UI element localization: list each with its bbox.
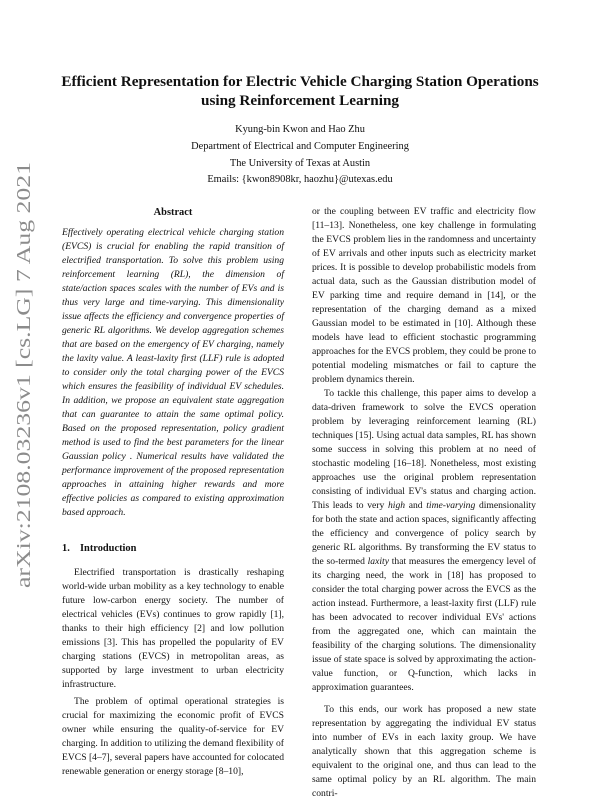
p4-emph-time-varying: time-varying: [426, 500, 476, 511]
intro-paragraph-5: To this ends, our work has proposed a new state representation by aggregating the individual EV status into number of EVs in each laxity group. We have analytically shown that this aggregation scheme is equivalent to the original one, and thus can lead to the same optimal policy by an RL algorithm. The main contri-: [312, 704, 536, 799]
right-column: [312, 205, 536, 801]
author-emails: Emails: {kwon8908kr, haozhu}@utexas.edu: [207, 174, 393, 186]
section-heading-introduction: [62, 542, 284, 556]
left-column: [62, 206, 284, 779]
paper-title-line-2: using Reinforcement Learning: [201, 92, 399, 109]
p4-text-a: To tackle this challenge, this paper aims to develop a data-driven framework to solve the EVCS operation problem by leveraging reinforcement learning (RL) techniques [15]. Using actual data samples, RL has shown some success in solving this problem at no need of stochastic modeling [16–18]. Nonetheless, most existing approaches use the original problem representation consisting of individual EV's status and charging action. This leads to very: [312, 388, 536, 511]
p4-text-b: dimensionality for both the state and action spaces, significantly affecting the efficiency and convergence of policy search by generic RL algorithms. By transforming the EV status to the so-termed: [312, 500, 536, 567]
intro-paragraph-4: [312, 387, 536, 695]
arxiv-identifier-stamp: [8, 160, 38, 590]
intro-paragraph-2: The problem of optimal operational strategies is crucial for maximizing the economic profit of EVCS owner while ensuring the quality-of-service for EV charging. In addition to utilizing the demand flexibility of EVCS [4–7], several papers have accounted for colocated renewable generation or energy storage [8–10],: [62, 696, 284, 777]
p4-emph-high: high: [387, 500, 406, 511]
abstract-heading: Abstract: [153, 207, 193, 218]
p4-text-and: and: [405, 500, 427, 511]
paper-title: [60, 72, 540, 110]
section-number: 1.: [62, 543, 70, 554]
author-names: Kyung-bin Kwon and Hao Zhu: [235, 124, 365, 135]
author-university: The University of Texas at Austin: [229, 157, 371, 169]
paper-title-line-1: Efficient Representation for Electric Vehicle Charging Station Operations: [61, 73, 539, 90]
intro-paragraph-3: or the coupling between EV traffic and electricity flow [11–13]. Nonetheless, one key challenge in formulating the EVCS problem lies in the randomness and uncertainty of EV arrivals and other inputs such as electricity market prices. It is possible to develop probabilistic models from actual data, such as the Gaussian distribution model of EV parking time and require demand in [14], or the representation of the charging demand as a mixed Gaussian model to be estimated in [10]. Although these models have lead to efficient stochastic programming approaches for the EVCS problem, they could be prone to potential modeling mismatches or fail to capture the problem dynamics therein.: [312, 206, 536, 385]
section-title: Introduction: [80, 543, 137, 554]
abstract-text: Effectively operating electrical vehicle charging station (EVCS) is crucial for enabling the rapid transition of electrified transportation. To solve this problem using reinforcement learning (RL), the dimension of state/action spaces scales with the number of EVs and is thus very large and time-varying. This dimensionality issue affects the efficiency and convergence properties of generic RL algorithms. We develop aggregation schemes that are based on the emergency of EV charging, namely the laxity value. A least-laxity first (LLF) rule is adopted to consider only the total charging power of the EVCS which ensures the feasibility of individual EV schedules. In addition, we propose an equivalent state aggregation that can guarantee to attain the same optimal policy. Based on the proposed representation, policy gradient method is used to find the best parameters for the linear Gaussian policy . Numerical results have validated the performance improvement of the proposed representation approaches in attaining higher rewards and more effective policies as compared to existing approximation based approach.: [62, 227, 284, 518]
author-department: Department of Electrical and Computer Engineering: [191, 140, 409, 152]
p4-text-c: that measures the emergency level of its charging need, the work in [18] has proposed to consider the total charging power across the EVCS as the action instead. Furthermore, a least-laxity first (LLF) rule has been advocated to recover individual EVs' actions from the aggregated one, which can maintain the feasibility of the charging solutions. The dimensionality issue of state space is solved by approximating the action-value function, or Q-function, which lacks in approximation guarantees.: [312, 556, 536, 693]
p4-emph-laxity: laxity: [367, 556, 389, 567]
intro-paragraph-1: Electrified transportation is drastically reshaping world-wide urban mobility as a key technology to enable future low-carbon energy society. The number of electrical vehicles (EVs) continues to grow rapidly [1], thanks to their high efficiency [2] and low pollution emissions [3]. This has propelled the popularity of EV charging stations (EVCS) in metropolitan areas, as supported by large investment to urban electricity infrastructure.: [62, 567, 284, 690]
arxiv-identifier-text: arXiv:2108.03236v1 [cs.LG] 7 Aug 2021: [13, 248, 35, 588]
author-block: [100, 122, 500, 189]
